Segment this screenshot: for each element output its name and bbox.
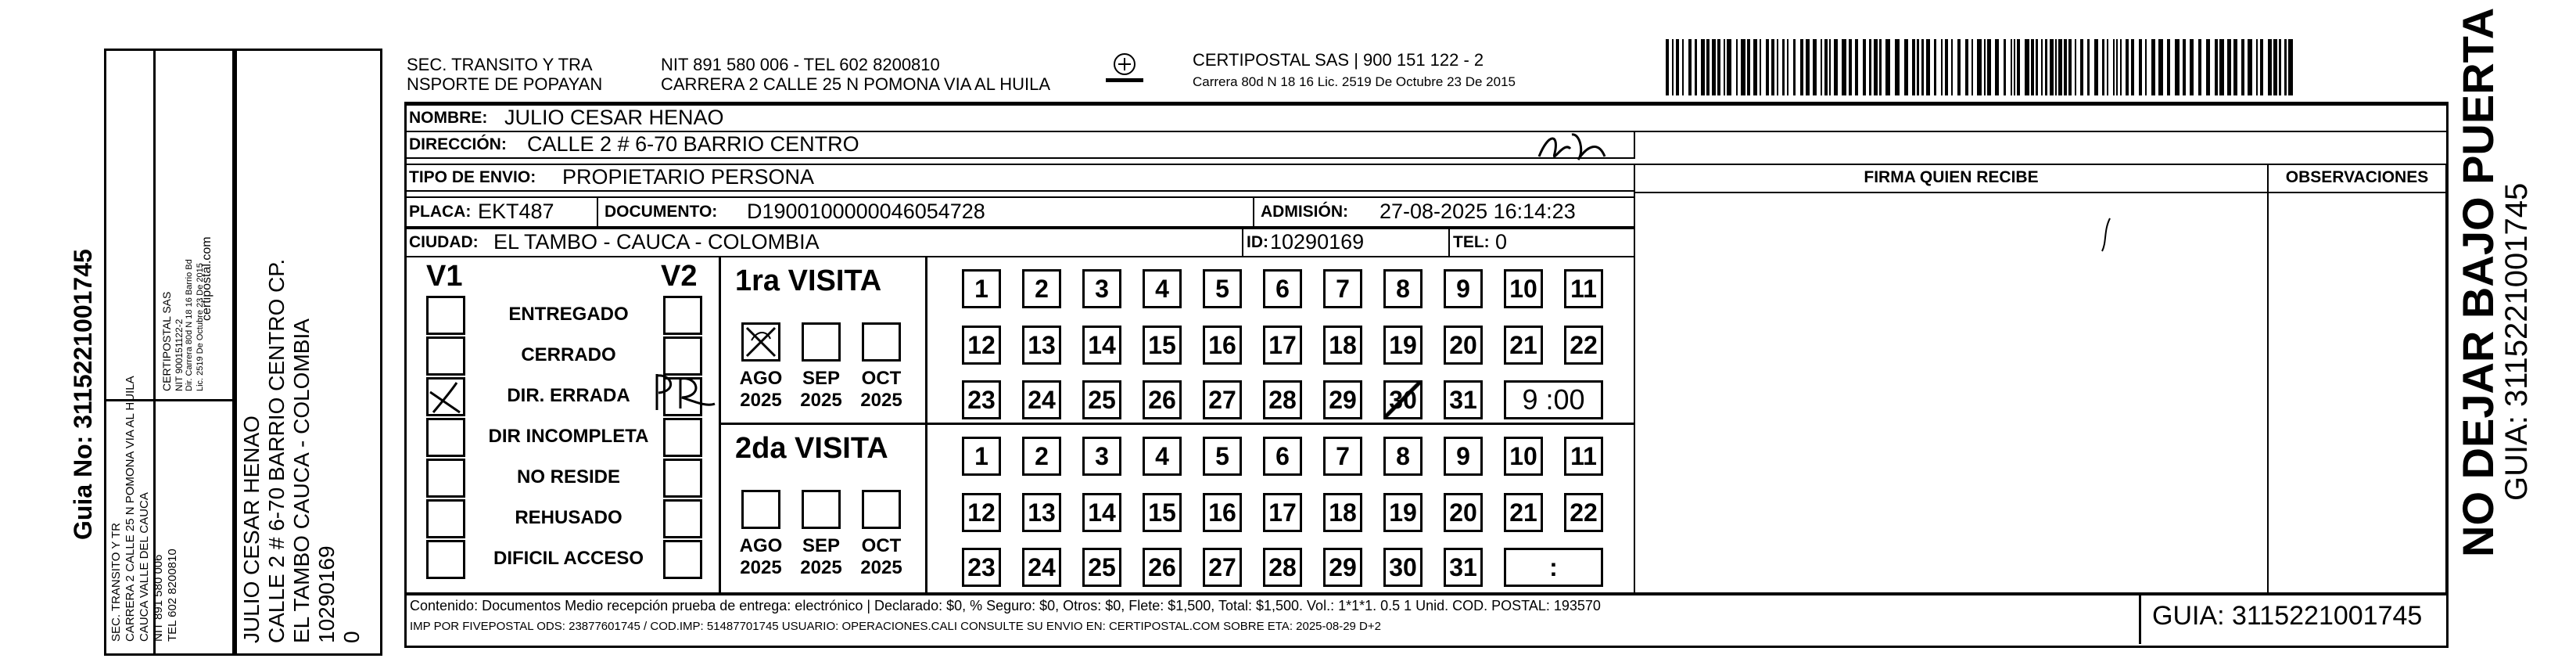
day-cell[interactable]: 14 [1082,493,1121,532]
day-cell[interactable]: 28 [1263,548,1302,587]
stub-recipient-line: 0 [339,631,364,643]
day-cell[interactable]: 5 [1203,269,1242,308]
v1-checkbox[interactable] [426,296,465,335]
status-label: NO RESIDE [516,466,621,488]
day-cell[interactable]: 20 [1444,326,1483,365]
v1-checkbox[interactable] [426,499,465,538]
firma-box[interactable] [1634,164,2269,595]
month-name: SEP [802,368,841,389]
ciudad-cell [404,228,1243,257]
day-cell[interactable]: 13 [1022,493,1061,532]
v2-label: V2 [661,260,698,293]
day-cell[interactable]: 3 [1082,269,1121,308]
stub-certi-line: CERTIPOSTAL SAS [160,291,173,391]
second-visit-title: 2da VISITA [735,432,888,465]
day-cell[interactable]: 17 [1263,326,1302,365]
day-cell[interactable]: 21 [1504,493,1543,532]
stub-sender-line: SEC. TRANSITO Y TR [109,523,123,642]
handwritten-initials [1533,125,1611,172]
day-cell[interactable]: 28 [1263,380,1302,419]
stub-recipient-line: CALLE 2 # 6-70 BARRIO CENTRO CP. [264,258,289,643]
firma-label: FIRMA QUIEN RECIBE [1864,168,2039,186]
observaciones-box[interactable] [2267,164,2447,595]
month-name: OCT [861,368,902,389]
observaciones-label: OBSERVACIONES [2285,168,2429,186]
status-label: REHUSADO [515,507,622,528]
month-name: OCT [861,535,902,556]
sender-address: CARRERA 2 CALLE 25 N POMONA VIA AL HUILA [661,74,1051,94]
day-cell[interactable]: 5 [1203,437,1242,476]
month-year: 2025 [740,557,782,578]
status-label: ENTREGADO [508,304,629,325]
month-checkbox[interactable] [741,490,780,529]
tel-label: TEL: [1453,233,1490,251]
day-cell[interactable]: 27 [1203,548,1242,587]
month-name: AGO [739,368,783,389]
day-cell[interactable]: 1 [962,269,1001,308]
sender-name-2: NSPORTE DE POPAYAN [407,74,603,94]
id-cell [1242,228,1450,257]
day-cell[interactable]: 4 [1143,437,1182,476]
day-cell[interactable]: 26 [1143,380,1182,419]
placa-cell [404,196,598,228]
month-checkbox[interactable] [862,490,901,529]
day-cell[interactable]: 29 [1323,380,1362,419]
day-cell[interactable]: 19 [1383,326,1423,365]
documento-value: D1900100000046054728 [747,200,985,223]
company-address: Carrera 80d N 18 16 Lic. 2519 De Octubre 23 De 2015 [1193,74,1516,89]
footer-guia: GUIA: 3115221001745 [2152,601,2423,631]
month-label [854,368,909,412]
direccion-label: DIRECCIÓN: [409,135,507,153]
day-cell[interactable]: 8 [1383,269,1423,308]
day-cell[interactable]: 22 [1564,326,1603,365]
month-name: SEP [802,535,841,556]
day-cell[interactable]: 15 [1143,493,1182,532]
footer-content-line: Contenido: Documentos Medio recepción prueba de entrega: electrónico | Declarado: $0, % Seguro: $0, Otros: $0, Flete: $1,500, Total: $1,500. Vol.: 1*1*1. 0.5 1 Unid. COD. POSTAL: 193570 [410,598,1601,613]
tipo-envio-row [404,164,1635,192]
day-cell[interactable]: 2 [1022,437,1061,476]
day-cell[interactable]: 2 [1022,269,1061,308]
day-cell[interactable]: 13 [1022,326,1061,365]
day-cell[interactable]: 12 [962,493,1001,532]
stub-recipient-line: 10290169 [314,545,339,643]
day-cell[interactable]: 16 [1203,326,1242,365]
signature-mark [2096,215,2119,254]
month-label [734,535,788,579]
day-cell[interactable]: 25 [1082,380,1121,419]
day-cell[interactable]: 7 [1323,269,1362,308]
nombre-label: NOMBRE: [409,109,488,127]
day-cell[interactable]: 27 [1203,380,1242,419]
day-cell[interactable]: 16 [1203,493,1242,532]
stub-sender-line: TEL 602 8200810 [166,549,179,642]
stub-certi-line: Dir. Carrera 80d N 18 16 Barrio Bd [185,259,194,391]
day-cell[interactable]: 23 [962,548,1001,587]
day-cell[interactable]: 24 [1022,380,1061,419]
documento-label: DOCUMENTO: [605,203,718,221]
sender-nit: NIT 891 580 006 - TEL 602 8200810 [661,55,940,74]
placa-label: PLACA: [409,203,472,221]
day-cell[interactable]: 9 [1444,437,1483,476]
nombre-row [404,104,2449,132]
direccion-row [404,131,1635,159]
day-cell[interactable]: 31 [1444,548,1483,587]
visit-time-box[interactable]: : [1504,548,1603,587]
day-cell[interactable]: 29 [1323,548,1362,587]
admision-value: 27-08-2025 16:14:23 [1379,200,1576,223]
v1-checkbox[interactable] [426,540,465,579]
day-cell[interactable]: 6 [1263,269,1302,308]
day-cell[interactable]: 11 [1564,437,1603,476]
status-label: DIR INCOMPLETA [488,426,649,447]
v2-checkbox[interactable] [663,499,702,538]
admision-label: ADMISIÓN: [1261,203,1348,221]
stub-certi-web: certipostal.com [200,236,213,321]
day-cell[interactable]: 22 [1564,493,1603,532]
stub-sender-line: CAUCA VALLE DEL CAUCA [138,492,151,642]
guia-stub [0,0,102,662]
day-cell[interactable]: 14 [1082,326,1121,365]
v1-checkbox[interactable] [426,377,465,416]
direccion-value: CALLE 2 # 6-70 BARRIO CENTRO [527,132,859,156]
day-cell[interactable]: 19 [1383,493,1423,532]
v1-checkbox[interactable] [426,336,465,376]
month-year: 2025 [860,557,902,578]
day-cell[interactable]: 8 [1383,437,1423,476]
stub-recipient-line: EL TAMBO CAUCA - COLOMBIA [289,318,314,643]
month-label [734,368,788,412]
nombre-value: JULIO CESAR HENAO [504,106,724,129]
v1-checkbox[interactable] [426,459,465,498]
tel-value: 0 [1495,230,1508,254]
month-label [794,368,849,412]
day-cell[interactable]: 10 [1504,437,1543,476]
day-cell[interactable]: 26 [1143,548,1182,587]
stub-certi-line: NIT 900151122-2 [174,318,185,391]
placa-value: EKT487 [478,200,554,223]
v1-label: V1 [426,260,463,293]
day-cell[interactable]: 3 [1082,437,1121,476]
ciudad-label: CIUDAD: [409,233,479,251]
stub-guia-number: Guia No: 3115221001745 [69,249,97,540]
day-cell[interactable]: 30 [1383,548,1423,587]
v2-checkbox[interactable] [663,459,702,498]
day-cell[interactable]: 24 [1022,548,1061,587]
month-year: 2025 [740,390,782,411]
day-cell[interactable]: 11 [1564,269,1603,308]
day-cell[interactable]: 30 [1383,380,1423,419]
stub-certi-line: Lic. 2519 De Octubre 23 De 2015 [196,263,205,391]
tipo-envio-label: TIPO DE ENVIO: [409,168,536,186]
footer-print-line: IMP POR FIVEPOSTAL ODS: 23877601745 / COD.IMP: 51487701745 USUARIO: OPERACIONES.CALI CONSULTE SU ENVIO EN: CERTIPOSTAL.COM SOBRE ETA: 2025-08-29 D+2 [410,620,1381,633]
no-dejar-bajo-puerta: NO DEJAR BAJO PUERTA [2453,7,2502,557]
month-name: AGO [739,535,783,556]
barcode [1666,39,2299,95]
company-name: CERTIPOSTAL SAS | 900 151 122 - 2 [1193,50,1484,70]
documento-cell [597,196,1254,228]
month-checkbox[interactable] [802,490,841,529]
v2-handwritten-mark [649,368,719,415]
side-guia: GUIA: 3115221001745 [2499,182,2534,501]
status-label: CERRADO [521,344,616,365]
id-label: ID: [1247,233,1268,251]
v2-checkbox[interactable] [663,296,702,335]
month-checkbox[interactable] [802,322,841,362]
month-label [854,535,909,579]
tel-cell [1448,228,1635,257]
admision-cell [1253,196,1635,228]
day-cell[interactable]: 23 [962,380,1001,419]
day-cell[interactable]: 20 [1444,493,1483,532]
id-value: 10290169 [1270,230,1365,254]
v2-checkbox[interactable] [663,540,702,579]
v1-checkbox[interactable] [426,418,465,457]
day-cell[interactable]: 7 [1323,437,1362,476]
day-cell[interactable]: 6 [1263,437,1302,476]
day-cell[interactable]: 4 [1143,269,1182,308]
month-checkbox[interactable] [862,322,901,362]
stub-sender-line: CARRERA 2 CALLE 25 N POMONA VIA AL HUILA [124,376,137,642]
month-label [794,535,849,579]
day-cell[interactable]: 31 [1444,380,1483,419]
month-year: 2025 [800,557,842,578]
day-cell[interactable]: 25 [1082,548,1121,587]
certipostal-logo-icon [1103,50,1146,88]
tipo-envio-value: PROPIETARIO PERSONA [562,165,815,189]
day-cell[interactable]: 1 [962,437,1001,476]
month-year: 2025 [860,390,902,411]
ciudad-value: EL TAMBO - CAUCA - COLOMBIA [493,230,820,254]
day-cell[interactable]: 10 [1504,269,1543,308]
day-cell[interactable]: 18 [1323,493,1362,532]
day-cell[interactable]: 21 [1504,326,1543,365]
stub-sender-line: NIT 891 580 006 [152,554,165,642]
v2-checkbox[interactable] [663,418,702,457]
day-cell[interactable]: 17 [1263,493,1302,532]
first-visit-title: 1ra VISITA [735,264,882,297]
month-checkbox[interactable] [741,322,780,362]
status-label: DIFICIL ACCESO [493,548,644,569]
visit-time-box[interactable]: 9 :00 [1504,380,1603,419]
day-cell[interactable]: 12 [962,326,1001,365]
stub-recipient-line: JULIO CESAR HENAO [239,416,264,643]
day-cell[interactable]: 9 [1444,269,1483,308]
status-label: DIR. ERRADA [507,385,630,406]
day-cell[interactable]: 18 [1323,326,1362,365]
sender-name-1: SEC. TRANSITO Y TRA [407,55,593,74]
day-cell[interactable]: 15 [1143,326,1182,365]
month-year: 2025 [800,390,842,411]
